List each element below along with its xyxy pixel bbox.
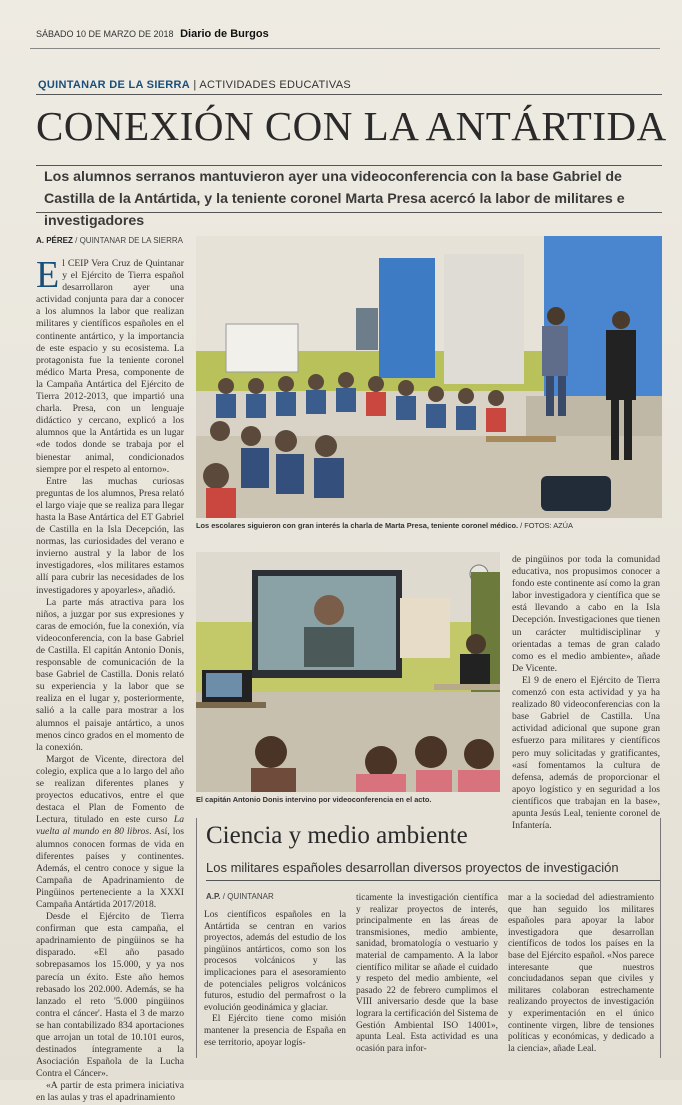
sidebar-column-2 (356, 893, 498, 1060)
sidebar-column-1 (204, 910, 346, 1060)
classroom-photo (196, 236, 662, 518)
section-place: QUINTANAR DE LA SIERRA (38, 79, 191, 91)
classroom-photo-image (196, 236, 662, 518)
sidebar-byline (206, 892, 274, 901)
book-title: La vuelta al mundo en 80 libros (36, 814, 184, 838)
sidebar-rule (206, 880, 660, 881)
sidebar-byline-place: / QUINTANAR (220, 892, 274, 901)
article-column-right (512, 554, 660, 832)
subtitle-rule-bottom (36, 212, 662, 213)
sidebar-title: Ciencia y medio ambiente (206, 822, 468, 849)
videoconference-photo-image (196, 552, 500, 792)
sidebar-paragraph-3: ticamente la investigación científica y realizar proyectos de interés, principalmente en las áreas de transmisiones, medio ambiente, sanidad, bromatología o vestuario y material de campamento. A la labor científico militar se añade el cuidado y respeto del medio ambiente, «el pasado 22 de febrero cumplimos el VIII aniversario desde que la base lograra la certificación del Sistema de Gestión Ambiental ISO 14001», apunta Leal. Esta actividad es una ocasión para infor- (356, 893, 498, 1054)
header-paper-name: Diario de Burgos (180, 28, 269, 40)
sidebar-paragraph-2: El Ejército tiene como misión mantener la presencia de España en ese territorio, apoyar logís- (204, 1014, 346, 1048)
sidebar-right-rule (660, 818, 661, 1058)
sidebar-byline-author: A.P. (206, 892, 221, 901)
byline-author: A. PÉREZ (36, 236, 73, 245)
byline-place: / QUINTANAR DE LA SIERRA (72, 236, 184, 245)
photo-1-caption-text: Los escolares siguieron con gran interés la charla de Marta Presa, teniente coronel médico. (196, 521, 519, 530)
article-paragraph-5: Desde el Ejército de Tierra confirman que esta campaña, el apadrinamiento de pingüinos se ha disparado. «El año pasado sobrepasamos los 15.000, y ya nos parecía un éxito. Este año hemos rebasado los 202.000. Además, se ha lanzado el reto '5.000 pingüinos contra el cáncer'. Hasta el 3 de marzo se han contabilizado 834 aportaciones que arrojan un total de 10.101 euros, destinados íntegramente a la Asociación Española de la Lucha Contra el Cáncer». (36, 911, 184, 1080)
dropcap: E (36, 254, 60, 296)
article-paragraph-6: «A partir de esta primera iniciativa en las aulas y tras el apadrinamiento (36, 1080, 184, 1104)
section-topic: | ACTIVIDADES EDUCATIVAS (193, 79, 351, 91)
article-paragraph-1: l CEIP Vera Cruz de Quintanar y el Ejército de Tierra español desarrollaron ayer una actividad conjunta para dar a conocer a los alumnos la labor que realizan militares y científicos españoles en el continente antártico, y la importancia de este espacio y su ecosistema. La protagonista fue la teniente coronel médico Marta Presa, componente de la Campaña Antártica del Ejército de Tierra 2012-2013, que impartió una charla. Presa, con un lenguaje didáctico y cercano, explicó a los alumnos que la Antártida es un lugar «de todos donde se trabaja por el bienestar animal, condicionados siempre por el respeto al entorno». (36, 258, 184, 475)
header-date: SÁBADO 10 DE MARZO DE 2018 (36, 29, 174, 39)
photo-2-caption-text: El capitán Antonio Donis intervino por videoconferencia en el acto. (196, 795, 432, 804)
article-column-left (36, 254, 184, 1104)
sidebar-subtitle: Los militares españoles desarrollan diversos proyectos de investigación (206, 860, 619, 875)
header-rule (30, 48, 660, 49)
article-paragraph-4a: Margot de Vicente, directora del colegio, explica que a lo largo del año se realizan diferentes planes y proyectos educativos, entre el que destaca el Plan de Fomento de Lectura, titulado en este curso (36, 753, 184, 826)
photo-1-caption (196, 521, 662, 530)
videoconference-photo (196, 552, 500, 792)
page-header (36, 28, 269, 40)
byline (36, 236, 183, 245)
sidebar-paragraph-1: Los científicos españoles en la Antártida se centran en varios proyectos, además del estudio de los pingüinos antárticos, como son los procesos volcánicos y las implicaciones para el asesoramiento de potenciales peligros volcánicos futuros, estudio del permafrost o la evolución geodinámica y glaciar. (204, 910, 346, 1013)
photo-2-caption (196, 795, 500, 804)
headline: CONEXIÓN CON LA ANTÁRTIDA (36, 103, 667, 149)
article-paragraph-2: Entre las muchas curiosas preguntas de los alumnos, Presa relató el largo viaje que se realiza para llegar hasta la Base Antártica del ET Gabriel de Castilla en la Isla Decepción, las normas, las curiosidades del verano e invierno austral y la labor de los investigadores, «los militares estamos allí para cubrir las necesidades de los investigadores y apoyarles», añadió. (36, 475, 184, 596)
section-rule (36, 94, 662, 95)
sidebar-column-3 (508, 893, 654, 1060)
article-right-paragraph-2: El 9 de enero el Ejército de Tierra comenzó con esta actividad y ya ha realizado 80 videoconferencias con la base Gabriel de Castilla. Una actividad adicional que supone gran esfuerzo para militares y científicos pero muy solicitadas y gratificantes, «así fomentamos la cultura de defensa, además de proporcionar el apoyo logístico y en seguridad a los científicos que trabajan en la base», apunta Jesús Leal, teniente coronel de Infantería. (512, 674, 660, 832)
section-label (38, 79, 351, 91)
sidebar-left-rule (196, 818, 197, 1058)
sidebar-paragraph-4: mar a la sociedad del adiestramiento que han seguido los militares españoles para apoyar la labor investigadora que desarrollan científicos de todos los países en la base del Ejército español. «Nos parece interesante que nuestros conciudadanos sepan que civiles y militares colaboran estrechamente realizando proyectos de investigación y experimentación en el único continente virgen, libre de tensiones políticas y económicas, y dedicado a la ciencia», añade Leal. (508, 893, 654, 1054)
subheadline: Los alumnos serranos mantuvieron ayer una videoconferencia con la base Gabriel de Castilla de la Antártida, y la teniente coronel Marta Presa acercó la labor de militares e investigadores (44, 169, 625, 229)
article-paragraph-4b: . Así, los alumnos conocen formas de vida en diferentes países y continentes. Además, el centro conoce y sigue la Campaña de Apadrinamiento de Pingüinos perteneciente a la XXXI Campaña Antártida 2017/2018. (36, 826, 184, 910)
photo-credit: / FOTOS: AZÚA (518, 521, 573, 530)
article-right-paragraph-1: de pingüinos por toda la comunidad educativa, nos propusimos conocer a fondo este continente así como la gran labor investigadora y científica que se está llevando a cabo en la Isla Decepción. Investigaciones que tienen un carácter multidisciplinar y orientadas a temas de gran calado como es el medio ambiente», añade De Vicente. (512, 554, 660, 674)
article-paragraph-3: La parte más atractiva para los niños, a juzgar por sus expresiones y caras de emoción, fue la conexión, vía videoconferencia, con la base Gabriel de Castilla. El capitán Antonio Donis, responsable de comunicación de la base Gabriel de Castilla. Donis relató su experiencia y la labor que se realiza en el lugar y, posteriormente, salió a la calle para mostrar a los alumnos el paisaje antártico, a unos menos cinco grados en el momento de la conexión. (36, 596, 184, 753)
article-paragraph-4 (36, 754, 184, 911)
